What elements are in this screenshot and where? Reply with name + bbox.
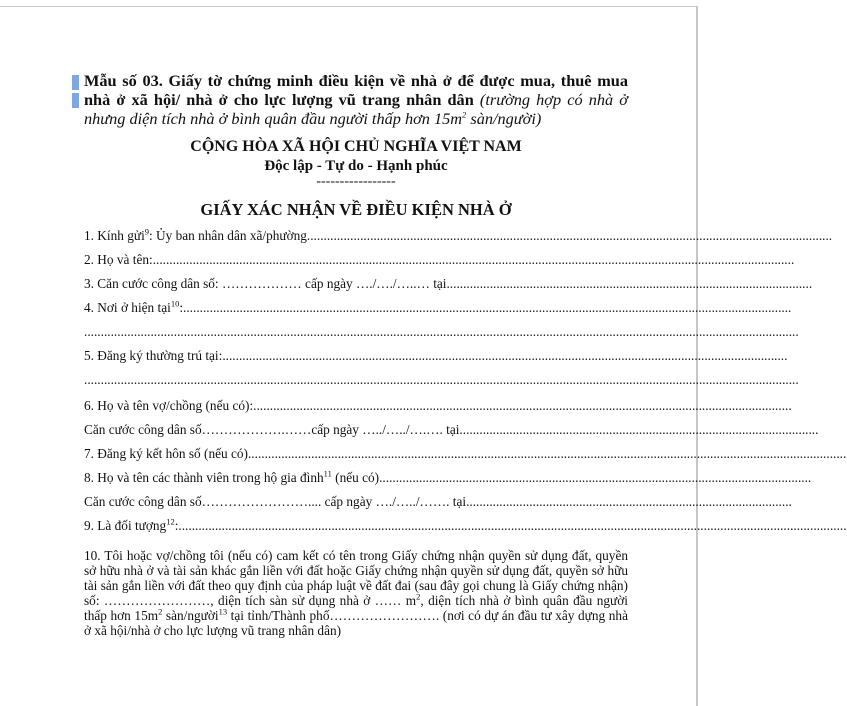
fill-dots: ....................................................................................................................................................................................................................... bbox=[84, 324, 799, 339]
selection-marker[interactable] bbox=[72, 93, 79, 108]
field-permanent-residence-cont[interactable] bbox=[84, 372, 799, 396]
document-heading: GIẤY XÁC NHẬN VỀ ĐIỀU KIỆN NHÀ Ở bbox=[200, 200, 512, 219]
field-label: Căn cước công dân số…………………….... cấp ngày …./…../……. tại bbox=[84, 494, 467, 509]
fill-dots: .................................................................................................. bbox=[466, 494, 792, 509]
document-page bbox=[0, 6, 847, 706]
field-household-members[interactable] bbox=[84, 468, 812, 494]
national-motto: Độc lập - Tự do - Hạnh phúc bbox=[264, 158, 448, 174]
document-content bbox=[84, 71, 847, 651]
field-permanent-residence[interactable] bbox=[84, 348, 788, 372]
fill-dots: .................................................................................................................................................................. bbox=[253, 398, 792, 413]
fill-dots: .......................................................................................................................................................................... bbox=[222, 348, 788, 363]
fill-dots: .................................................................................................................................. bbox=[379, 470, 812, 485]
field-label: Căn cước công dân số……………….……cấp ngày …../…../….…. tại bbox=[84, 422, 460, 437]
field-label: 3. Căn cước công dân số: ……………… cấp ngày …./…./…..… tại bbox=[84, 276, 447, 291]
field-current-residence[interactable] bbox=[84, 298, 792, 324]
fill-dots: ....................................................................................................................................................................................................................... bbox=[84, 372, 799, 387]
fill-dots: .............................................................................................................................................................. bbox=[306, 228, 833, 243]
field-label: 7. Đăng ký kết hôn số (nếu có) bbox=[84, 446, 248, 461]
field-label: 5. Đăng ký thường trú tại: bbox=[84, 348, 223, 363]
fill-dots: .................................................................................................................................................................................... bbox=[247, 446, 847, 461]
field-label: 4. Nơi ở hiện tại$^{10}$: bbox=[84, 298, 184, 315]
field-spouse-id-card[interactable] bbox=[84, 422, 819, 446]
fill-dots: .............................................................................................................. bbox=[446, 276, 813, 291]
field-spouse-name[interactable] bbox=[84, 398, 792, 422]
form-title bbox=[84, 71, 628, 128]
field-label: 6. Họ và tên vợ/chồng (nếu có): bbox=[84, 398, 254, 413]
field-full-name[interactable] bbox=[84, 252, 795, 276]
field-recipient[interactable] bbox=[84, 226, 833, 252]
fill-dots: ............................................................................................................ bbox=[459, 422, 819, 437]
field-id-card[interactable] bbox=[84, 276, 813, 300]
fill-dots: ....................................................................................................................................................................................... bbox=[183, 300, 792, 315]
fill-dots: ................................................................................................................................................................................................. bbox=[152, 252, 795, 267]
form-title-bold: Mẫu số 03. Giấy tờ chứng minh điều kiện về nhà ở để được mua, thuê mua nhà ở xã hội/ nhà ở cho lực lượng vũ trang nhân dân bbox=[84, 71, 628, 109]
separator-line: ----------------- bbox=[316, 174, 396, 189]
form-title-note: (trường hợp có nhà ở nhưng diện tích nhà ở bình quân đầu người thấp hơn $15m^2$ sàn/người) bbox=[84, 90, 628, 128]
field-label: 2. Họ và tên: bbox=[84, 252, 153, 267]
national-title: CỘNG HÒA XÃ HỘI CHỦ NGHĨA VIỆT NAM bbox=[190, 138, 522, 155]
field-beneficiary-type[interactable] bbox=[84, 516, 847, 542]
fill-dots: ......................................................................................................................................................................................................... bbox=[178, 518, 847, 533]
field-current-residence-cont[interactable] bbox=[84, 324, 799, 348]
field-member-id-card[interactable] bbox=[84, 494, 792, 518]
field-label: 8. Họ và tên các thành viên trong hộ gia đình$^{11}$ (nếu có) bbox=[84, 468, 380, 485]
selection-marker[interactable] bbox=[72, 75, 79, 90]
field-label: 1. Kính gửi$^9$: Ủy ban nhân dân xã/phường bbox=[84, 226, 307, 243]
commitment-paragraph: 10. Tôi hoặc vợ/chồng tôi (nếu có) cam kết có tên trong Giấy chứng nhận quyền sử dụng đất, quyền sở hữu nhà ở và tài sản khác gắn liền với đất hoặc Giấy chứng nhận quyền sử dụng đất, quyền sở hữu tài sản gắn liền với đất theo quy định của pháp luật về đất đai (sau đây gọi chung là Giấy chứng nhận) số: ……………………, diện tích sàn sử dụng nhà ở …… $m^2$, diện tích nhà ở bình quân đầu người thấp hơn $15m^2$ sàn/người$^{13}$ tại tỉnh/Thành phố……………………. (nơi có dự án đầu tư xây dựng nhà ở xã hội/nhà ở cho lực lượng vũ trang nhân dân) bbox=[84, 548, 628, 638]
field-label: 9. Là đối tượng$^{12}$: bbox=[84, 516, 179, 533]
field-marriage-registration[interactable] bbox=[84, 446, 847, 470]
